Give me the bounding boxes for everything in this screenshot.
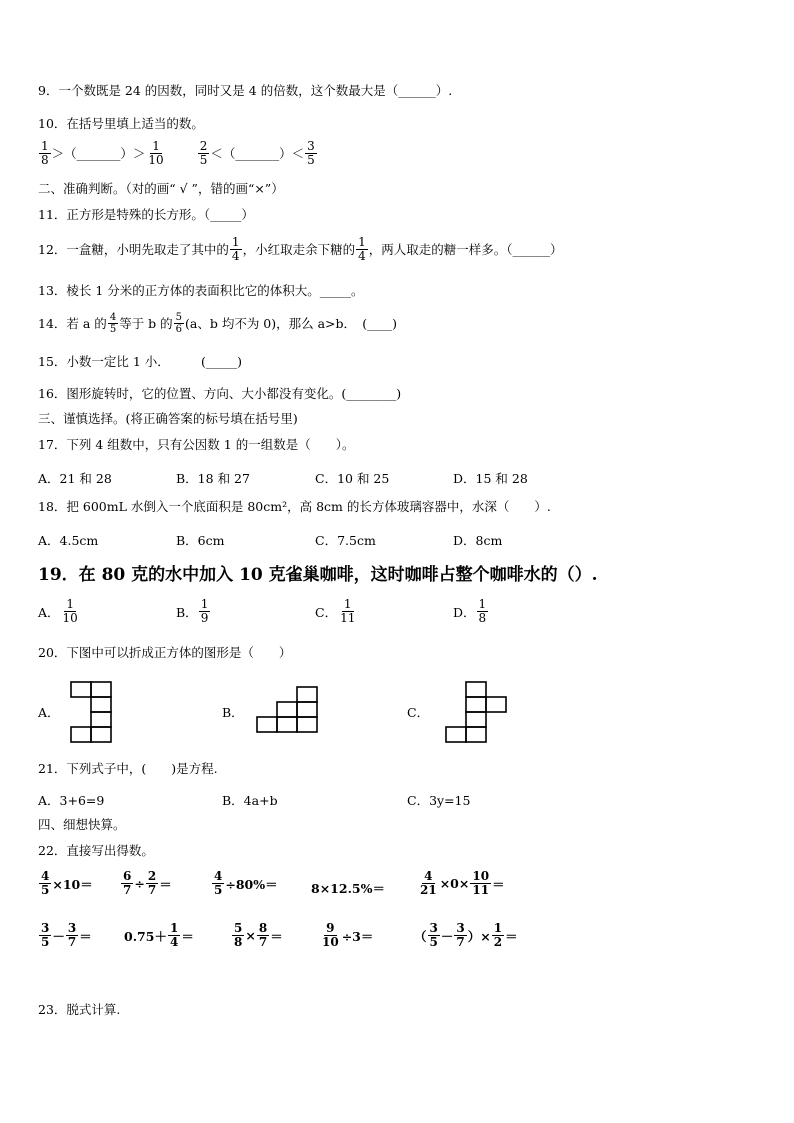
section-4-heading: 四、细想快算。: [38, 817, 126, 832]
question-9: 9．一个数既是 24 的因数，同时又是 4 的倍数，这个数最大是（______）.: [38, 83, 453, 98]
fraction: $\frac{4}{5}$: [109, 312, 117, 335]
calc-7: 0.75＋ $\frac{1}{4}$ ＝: [124, 921, 194, 949]
cube-net-c: [442, 680, 514, 748]
fraction: $\frac{1}{4}$: [358, 235, 366, 263]
calc-8: $\frac{5}{8}$ × $\frac{8}{7}$ ＝: [234, 921, 283, 949]
question-15: 15．小数一定比 1 小． (_____): [38, 354, 243, 369]
question-13: 13．棱长 1 分米的正方体的表面积比它的体积大。_____。: [38, 283, 364, 298]
fraction: $\frac{2}{5}$: [199, 139, 208, 167]
q20-option-c-label: C．: [407, 705, 430, 720]
q17-option-d: D．15 和 28: [453, 471, 528, 486]
calc-1: $\frac{4}{5}$ ×10＝: [41, 869, 93, 897]
q21-option-b: B．4a+b: [222, 793, 278, 808]
question-14: 14．若 a 的 $\frac{4}{5}$ 等于 b 的 $\frac{5}{6}$ (a、b 均不为 0)，那么 a>b． (____): [38, 312, 398, 335]
q20-option-a-label: A．: [38, 705, 60, 720]
q17-option-a: A．21 和 28: [38, 471, 112, 486]
q19-option-d: D． $\frac{1}{8}$: [453, 597, 487, 625]
q19-option-a: A． $\frac{1}{10}$: [38, 597, 78, 625]
calc-6: $\frac{3}{5}$ － $\frac{3}{7}$ ＝: [41, 921, 92, 949]
fraction: $\frac{1}{10}$: [148, 139, 164, 167]
fraction: $\frac{5}{6}$: [175, 312, 183, 335]
fraction: $\frac{1}{8}$: [41, 139, 49, 167]
fraction: $\frac{1}{9}$: [200, 597, 209, 625]
fraction: $\frac{1}{11}$: [340, 597, 356, 625]
q20-option-b-label: B．: [222, 705, 244, 720]
question-12: 12．一盒糖，小明先取走了其中的 $\frac{1}{4}$ ，小红取走余下糖的 $\frac{1}{4}$ ，两人取走的糖一样多。（______）: [38, 235, 563, 263]
q21-option-a: A．3+6=9: [38, 793, 105, 808]
calc-5: $\frac{4}{21}$ ×0× $\frac{10}{11}$ ＝: [420, 869, 505, 897]
question-22-stem: 22．直接写出得数。: [38, 843, 154, 858]
question-20-stem: 20．下图中可以折成正方体的图形是（ ）: [38, 645, 292, 660]
fraction: $\frac{1}{8}$: [478, 597, 487, 625]
fraction: $\frac{1}{4}$: [231, 235, 240, 263]
question-21-stem: 21．下列式子中，( )是方程.: [38, 761, 218, 776]
q18-option-b: B．6cm: [176, 533, 225, 548]
cube-net-a: [68, 680, 118, 748]
section-3-heading: 三、谨慎选择。(将正确答案的标号填在括号里): [38, 411, 298, 426]
q17-option-c: C．10 和 25: [315, 471, 390, 486]
q19-option-b: B． $\frac{1}{9}$: [176, 597, 209, 625]
question-11: 11．正方形是特殊的长方形。（_____）: [38, 207, 254, 222]
fraction: $\frac{1}{10}$: [62, 597, 78, 625]
calc-9: $\frac{9}{10}$ ÷3＝: [322, 921, 374, 949]
q17-option-b: B．18 和 27: [176, 471, 250, 486]
q18-option-a: A．4.5cm: [38, 533, 99, 548]
question-16: 16．图形旋转时，它的位置、方向、大小都没有变化。(________): [38, 386, 402, 401]
question-18-stem: 18．把 600mL 水倒入一个底面积是 80cm²，高 8cm 的长方体玻璃容器中，水深（ ）.: [38, 499, 551, 514]
question-10-stem: 10．在括号里填上适当的数。: [38, 116, 204, 131]
q21-option-c: C．3y=15: [407, 793, 471, 808]
question-10-line: $\frac{1}{8}$ ＞（_______）＞ $\frac{1}{10}$ $\frac{2}{5}$ ＜（_______）＜ $\frac{3}{5}$: [41, 139, 315, 167]
question-17-stem: 17．下列 4 组数中，只有公因数 1 的一组数是（ ）。: [38, 437, 355, 452]
question-19-stem: 19．在 80 克的水中加入 10 克雀巢咖啡，这时咖啡占整个咖啡水的（）.: [38, 565, 598, 585]
question-23: 23．脱式计算.: [38, 1002, 121, 1017]
q19-option-c: C． $\frac{1}{11}$: [315, 597, 356, 625]
calc-10: （ $\frac{3}{5}$ － $\frac{3}{7}$ ）× $\frac{1}{2}$ ＝: [414, 921, 518, 949]
section-2-heading: 二、准确判断。（对的画“ √ ”，错的画“×”）: [38, 181, 284, 196]
calc-4: 8×12.5%＝: [311, 881, 385, 896]
calc-2: $\frac{6}{7}$ ÷ $\frac{2}{7}$ ＝: [123, 869, 172, 897]
fraction: $\frac{3}{5}$: [307, 139, 315, 167]
calc-3: $\frac{4}{5}$ ÷80%＝: [214, 869, 278, 897]
q18-option-d: D．8cm: [453, 533, 503, 548]
q18-option-c: C．7.5cm: [315, 533, 376, 548]
cube-net-b: [253, 685, 323, 735]
